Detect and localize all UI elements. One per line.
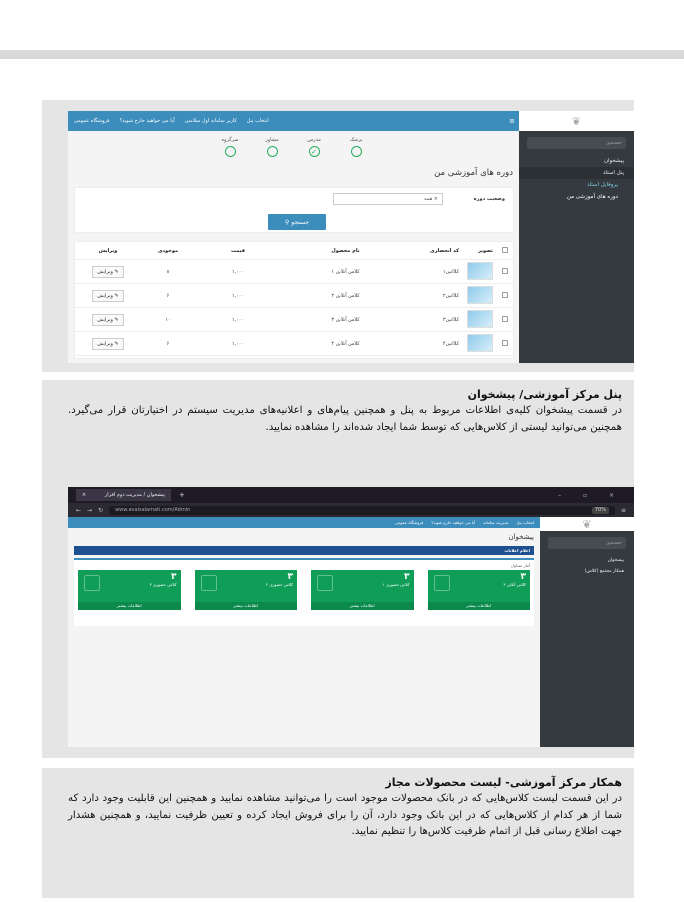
cell-price: ۱,۰۰۰ <box>231 316 245 323</box>
section-products <box>68 776 622 841</box>
sidebar-item-dashboard[interactable]: پیشخوان <box>607 558 624 563</box>
stat-tile[interactable]: ۳ کلاس حضوری ۳ اطلاعات بیشتر <box>78 570 181 610</box>
main-content <box>68 111 519 363</box>
nav-user[interactable]: کاربر سامانه اول سلامتی <box>184 118 237 124</box>
menu-icon[interactable]: ≡ <box>620 506 626 514</box>
col-edit: ویرایش <box>98 247 118 254</box>
col-image: تصویر <box>478 247 493 254</box>
forward-icon[interactable]: → <box>87 506 93 514</box>
cell-code: کلاانین۱ <box>442 268 459 275</box>
course-thumbnail <box>467 286 493 304</box>
cell-price: ۱,۰۰۰ <box>231 268 245 275</box>
new-tab-icon[interactable]: + <box>179 491 185 499</box>
stats-box <box>74 558 534 626</box>
course-thumbnail <box>467 334 493 352</box>
col-name: نام محصول <box>331 247 360 254</box>
nav-store[interactable]: فروشگاه عمومی <box>74 118 110 124</box>
cell-stock: ۶ <box>166 292 170 299</box>
more-info-link[interactable]: اطلاعات بیشتر <box>428 602 531 610</box>
cell-stock: ۱۰ <box>165 316 171 323</box>
circle-icon <box>351 146 362 157</box>
sidebar-item-dashboard[interactable]: پیشخوان <box>603 158 624 164</box>
close-icon[interactable]: × <box>82 492 87 498</box>
nav-logout[interactable]: آیا می خواهید خارج شوید؟ <box>431 520 476 525</box>
status-select[interactable]: همه × <box>333 193 443 205</box>
top-navbar <box>68 111 519 131</box>
zoom-level[interactable]: 70% <box>592 507 609 514</box>
row-checkbox[interactable] <box>502 268 508 274</box>
select-all-checkbox[interactable] <box>502 247 508 253</box>
table-header <box>75 242 513 260</box>
step-teacher[interactable]: مدرس ✓ <box>307 137 321 156</box>
row-checkbox[interactable] <box>502 316 508 322</box>
step-group-leader[interactable]: سرگروه <box>218 137 242 157</box>
cell-code: کلاانین۴ <box>442 340 459 347</box>
nav-store[interactable]: فروشگاه عمومی <box>394 520 424 525</box>
step-consultant[interactable]: مشاور <box>260 137 284 157</box>
edit-button[interactable]: ✎ ویرایش <box>92 338 124 350</box>
main-content <box>68 517 540 747</box>
search-icon: ⚲ <box>284 218 292 226</box>
more-info-link[interactable]: اطلاعات بیشتر <box>311 602 414 610</box>
search-button[interactable]: ⚲ جستجو <box>268 214 326 230</box>
section-dashboard <box>68 388 622 436</box>
step-doctor[interactable]: پزشک <box>344 137 368 157</box>
logo-icon: ❦ <box>540 517 634 531</box>
edit-button[interactable]: ✎ ویرایش <box>92 290 124 302</box>
nav-select-panel[interactable]: انتخاب پنل <box>516 520 534 525</box>
nav-logout[interactable]: آیا می خواهید خارج شوید؟ <box>119 118 175 124</box>
stat-tile[interactable]: ۳ کلاس حضوری ۲ اطلاعات بیشتر <box>195 570 298 610</box>
top-divider <box>0 50 684 59</box>
bag-icon <box>434 575 450 591</box>
sidebar-item-partner[interactable]: همکار مجتمع (کلاس) <box>584 569 624 574</box>
reload-icon[interactable]: ↻ <box>98 506 104 514</box>
section-heading: همکار مرکز آموزشی- لیست محصولات مجاز <box>385 776 622 789</box>
section-heading: پنل مرکز آموزشی/ پیشخوان <box>467 388 622 401</box>
sidebar-search[interactable]: جستجو <box>548 537 626 549</box>
browser-tab[interactable]: پیشخوان / مدیریت دوم افزار × <box>76 489 171 501</box>
sidebar-item-teacher-profile[interactable]: پروفایل استاد <box>587 182 618 188</box>
more-info-link[interactable]: اطلاعات بیشتر <box>195 602 298 610</box>
more-info-link[interactable]: اطلاعات بیشتر <box>78 602 181 610</box>
cell-name: کلاس آنلاین ۴ <box>331 340 360 347</box>
cell-stock: ۶ <box>166 340 170 347</box>
section-body: در قسمت پیشخوان کلیه‌ی اطلاعات مربوط به پنل و همچنین پیام‌های و اعلانیه‌های مدیریت سیستم در اختیارتان قرار می‌گیرد. همچنین می‌توانید لیستی از کلاس‌هایی که توسط شما ایجاد شده‌اند را مشاهده نمایید. <box>68 405 622 433</box>
edit-button[interactable]: ✎ ویرایش <box>92 266 124 278</box>
role-steps <box>218 137 368 157</box>
nav-select-panel[interactable]: انتخاب پنل <box>246 118 269 124</box>
browser-screenshot-dashboard <box>68 487 634 747</box>
top-navbar <box>68 517 540 528</box>
address-bar[interactable]: www.avalsalamati.com/Admin 70% <box>109 506 615 515</box>
stats-header: آمار متداول <box>510 563 530 568</box>
browser-navbar <box>68 503 634 517</box>
stat-tiles <box>78 570 530 610</box>
sidebar-item-my-courses[interactable]: دوره های آموزشی من <box>566 194 618 200</box>
table-row <box>75 308 513 332</box>
table-row <box>75 260 513 284</box>
check-circle-icon: ✓ <box>309 146 320 157</box>
bag-icon <box>317 575 333 591</box>
page-title: دوره های آموزشی من <box>434 168 513 178</box>
cell-code: کلاانین۲ <box>442 292 459 299</box>
filter-box <box>74 187 514 233</box>
table-row <box>75 284 513 308</box>
cell-name: کلاس آنلاین ۳ <box>331 316 360 323</box>
sidebar <box>519 111 634 363</box>
col-price: قیمت <box>231 247 245 254</box>
col-stock: موجودی <box>157 247 179 254</box>
sidebar-search[interactable]: جستجو <box>527 137 626 149</box>
sidebar <box>540 517 634 747</box>
row-checkbox[interactable] <box>502 340 508 346</box>
nav-admin[interactable]: مدیریت سامانه <box>483 520 509 525</box>
page-title: پیشخوان <box>508 533 534 541</box>
courses-table <box>74 241 514 359</box>
edit-button[interactable]: ✎ ویرایش <box>92 314 124 326</box>
cell-price: ۱,۰۰۰ <box>231 340 245 347</box>
bag-icon <box>84 575 100 591</box>
row-checkbox[interactable] <box>502 292 508 298</box>
stat-tile[interactable]: ۳ کلاس آنلاین ۳ اطلاعات بیشتر <box>428 570 531 610</box>
cell-stock: ۸ <box>166 268 170 275</box>
back-icon[interactable]: ← <box>76 506 82 514</box>
announcements-bar: اعلام اعلانات <box>74 546 534 555</box>
cell-name: کلاس آنلاین ۲ <box>331 292 360 299</box>
table-row <box>75 332 513 356</box>
cell-price: ۱,۰۰۰ <box>231 292 245 299</box>
filter-label: وضعیت دوره <box>473 196 505 202</box>
admin-screenshot-courses <box>68 111 634 363</box>
sidebar-item-teacher-panel[interactable]: پنل استاد <box>519 167 634 179</box>
circle-icon <box>267 146 278 157</box>
course-thumbnail <box>467 310 493 328</box>
circle-icon <box>225 146 236 157</box>
cell-name: کلاس آنلاین ۱ <box>331 268 360 275</box>
course-thumbnail <box>467 262 493 280</box>
menu-icon[interactable]: ≡ <box>509 117 515 125</box>
bag-icon <box>201 575 217 591</box>
col-code: کد انحصاری <box>430 247 459 254</box>
window-controls[interactable]: – ▫ × <box>558 491 624 499</box>
cell-code: کلاانین۳ <box>442 316 459 323</box>
browser-tabstrip <box>68 487 634 503</box>
logo-icon: ❦ <box>519 111 634 131</box>
section-body: در این قسمت لیست کلاس‌هایی که در بانک محصولات موجود است را می‌توانید مشاهده نمایید و همچنین این قابلیت وجود دارد که شما از هر کدام از کلاس‌هایی که در این بانک وجود دارد، آن را برای فروش ایجاد کرده و تعیین ظرفیت نمایید، و همچنین هشدار جهت اطلاع رسانی قبل از اتمام ظرفیت کلاس‌ها را تنظیم نمایید. <box>68 793 622 837</box>
stat-tile[interactable]: ۳ کلاس حضوری ۱ اطلاعات بیشتر <box>311 570 414 610</box>
